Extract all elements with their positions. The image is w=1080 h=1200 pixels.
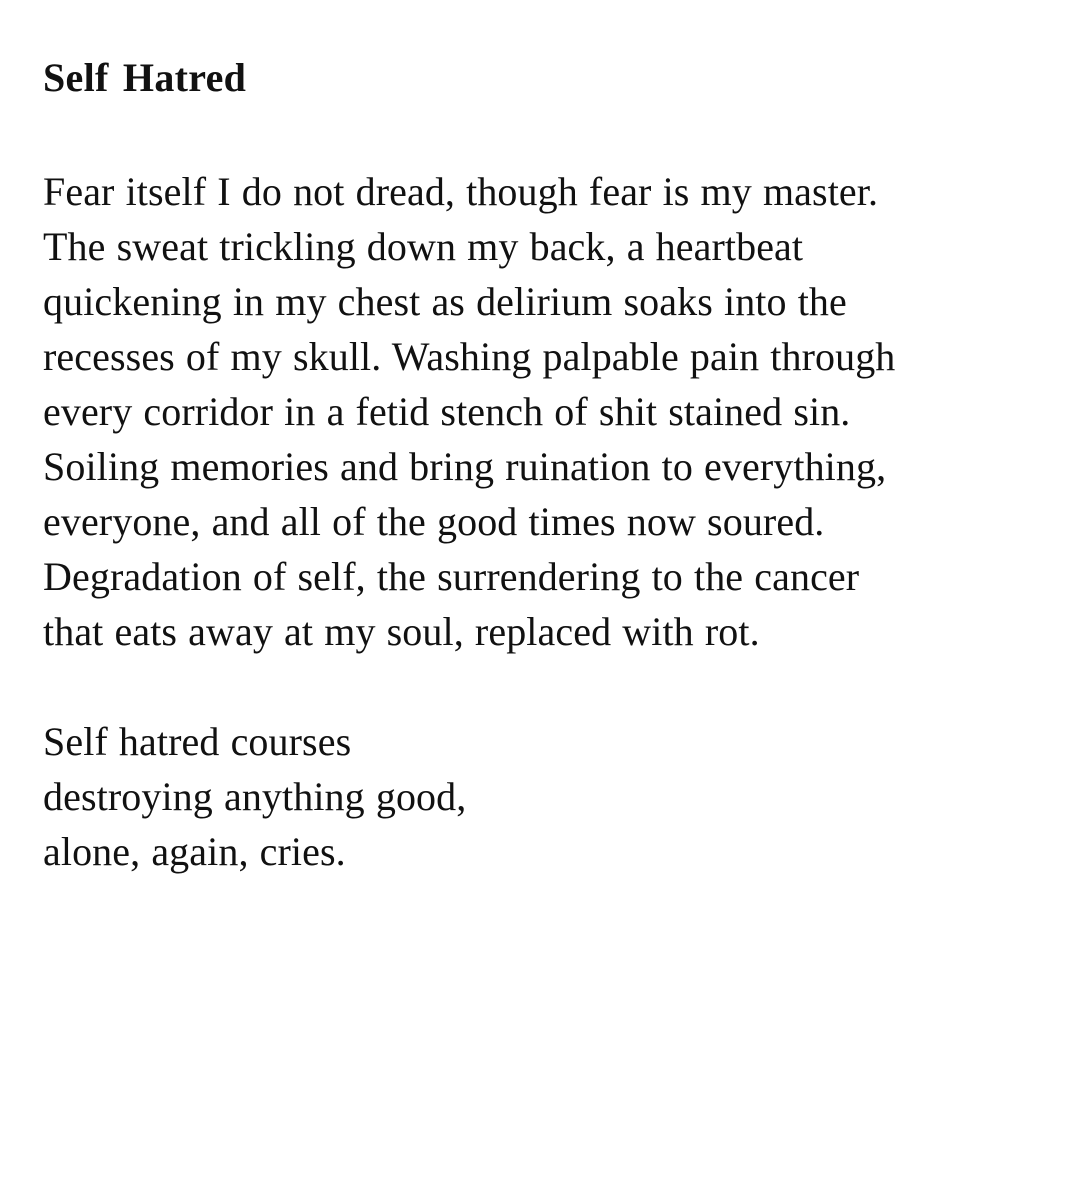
haiku-stanza [43,714,1043,879]
prose-line: The sweat trickling down my back, a heartbeat [43,224,804,269]
prose-line: every corridor in a fetid stench of shit stained sin. [43,389,851,434]
prose-line: quickening in my chest as delirium soaks into the [43,279,847,324]
prose-stanza [43,164,1043,659]
prose-line: Soiling memories and bring ruination to everything, [43,444,887,489]
prose-line: that eats away at my soul, replaced with rot. [43,609,760,654]
poem-title: Self Hatred [43,55,247,100]
haiku-line: destroying anything good, [43,774,467,819]
haiku-line: Self hatred courses [43,719,352,764]
haiku-line: alone, again, cries. [43,829,346,874]
prose-line: recesses of my skull. Washing palpable pain through [43,334,896,379]
prose-line: Degradation of self, the surrendering to the cancer [43,554,860,599]
prose-line: everyone, and all of the good times now soured. [43,499,825,544]
prose-line: Fear itself I do not dread, though fear is my master. [43,169,879,214]
poem-page [43,54,1043,879]
